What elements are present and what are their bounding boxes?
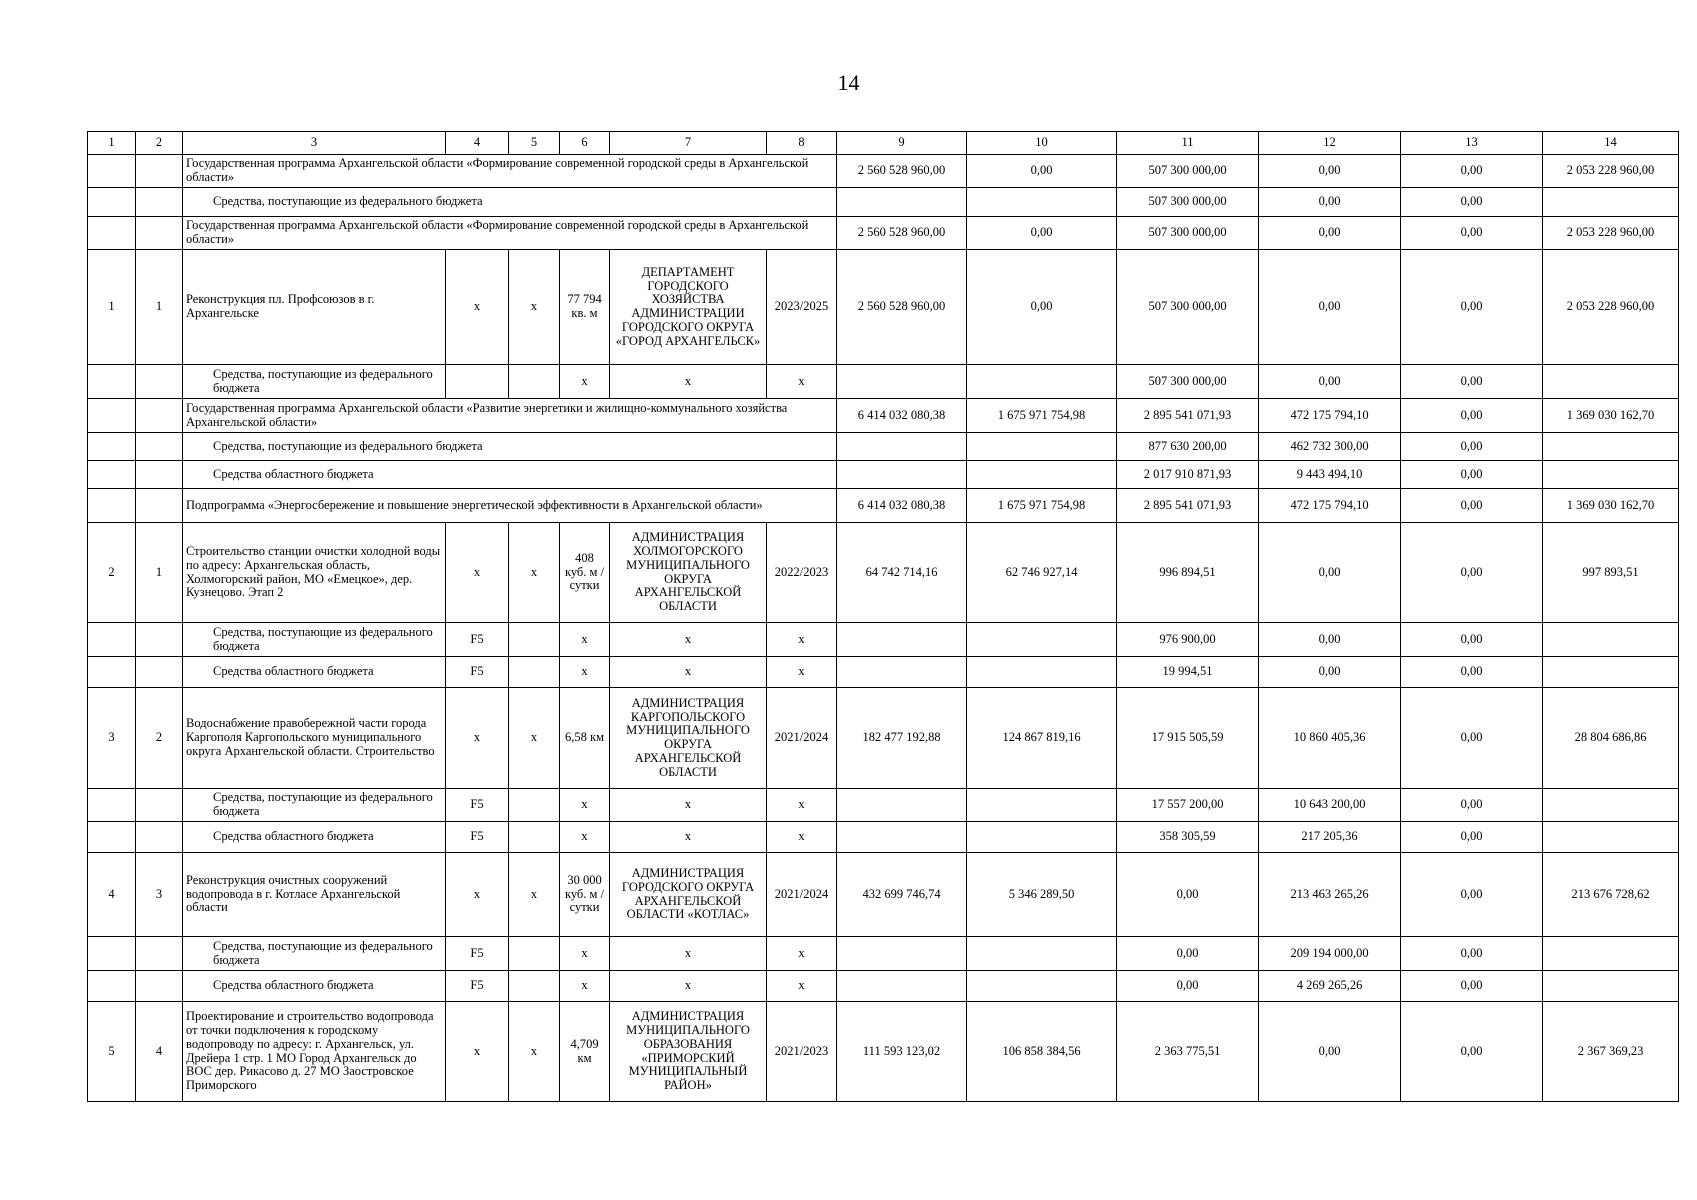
amount-11: 17 915 505,59 (1117, 688, 1259, 789)
empty-cell (88, 489, 136, 523)
amount-14 (1543, 789, 1679, 822)
empty-cell (88, 623, 136, 657)
empty-cell (136, 461, 183, 489)
amount-12: 213 463 265,26 (1259, 853, 1401, 937)
empty-cell (967, 657, 1117, 688)
empty-cell (509, 937, 560, 971)
amount-13: 0,00 (1401, 853, 1543, 937)
amount-11: 358 305,59 (1117, 822, 1259, 853)
amount-10: 0,00 (967, 155, 1117, 188)
col5-value: х (509, 1002, 560, 1102)
col6-value: х (560, 822, 610, 853)
amount-14 (1543, 971, 1679, 1002)
col5-value: х (509, 853, 560, 937)
empty-cell (509, 623, 560, 657)
amount-14 (1543, 623, 1679, 657)
funding-source-label: Средства, поступающие из федерального бюджета (183, 188, 837, 217)
col4-value: F5 (446, 937, 509, 971)
period-value: 2021/2024 (767, 688, 837, 789)
table-row (88, 399, 1679, 433)
header-cell: 6 (560, 132, 610, 155)
amount-11: 2 363 775,51 (1117, 1002, 1259, 1102)
header-cell: 8 (767, 132, 837, 155)
col8-value: х (767, 822, 837, 853)
empty-cell (136, 971, 183, 1002)
amount-9: 2 560 528 960,00 (837, 250, 967, 365)
row-number: 3 (88, 688, 136, 789)
amount-9: 6 414 032 080,38 (837, 489, 967, 523)
amount-12: 472 175 794,10 (1259, 399, 1401, 433)
amount-14: 2 053 228 960,00 (1543, 250, 1679, 365)
empty-cell (837, 789, 967, 822)
empty-cell (136, 188, 183, 217)
amount-12: 0,00 (1259, 188, 1401, 217)
amount-12: 217 205,36 (1259, 822, 1401, 853)
funding-source-label: Средства областного бюджета (183, 461, 837, 489)
row-number: 2 (88, 523, 136, 623)
amount-12: 10 643 200,00 (1259, 789, 1401, 822)
funding-source-label: Средства, поступающие из федерального бюджета (183, 937, 446, 971)
period-value: 2023/2025 (767, 250, 837, 365)
empty-cell (509, 971, 560, 1002)
table-row (88, 365, 1679, 399)
empty-cell (88, 188, 136, 217)
row-number: 5 (88, 1002, 136, 1102)
amount-11: 507 300 000,00 (1117, 217, 1259, 250)
empty-cell (837, 657, 967, 688)
object-title: Реконструкция пл. Профсоюзов в г. Архангельске (183, 250, 446, 365)
header-cell: 5 (509, 132, 560, 155)
amount-9: 6 414 032 080,38 (837, 399, 967, 433)
header-row (88, 132, 1679, 155)
empty-cell (509, 789, 560, 822)
amount-14: 2 053 228 960,00 (1543, 217, 1679, 250)
amount-11: 17 557 200,00 (1117, 789, 1259, 822)
amount-12: 0,00 (1259, 217, 1401, 250)
empty-cell (837, 365, 967, 399)
col7-value: х (610, 937, 767, 971)
empty-cell (136, 155, 183, 188)
col8-value: х (767, 971, 837, 1002)
funding-source-label: Средства, поступающие из федерального бюджета (183, 433, 837, 461)
empty-cell (967, 822, 1117, 853)
header-cell: 1 (88, 132, 136, 155)
amount-14: 2 367 369,23 (1543, 1002, 1679, 1102)
amount-12: 0,00 (1259, 657, 1401, 688)
table-row (88, 217, 1679, 250)
col7-value: х (610, 971, 767, 1002)
funding-source-label: Средства, поступающие из федерального бюджета (183, 623, 446, 657)
table-row (88, 822, 1679, 853)
empty-cell (88, 822, 136, 853)
object-number: 1 (136, 523, 183, 623)
funding-source-label: Средства, поступающие из федерального бюджета (183, 789, 446, 822)
amount-14 (1543, 657, 1679, 688)
amount-13: 0,00 (1401, 623, 1543, 657)
empty-cell (136, 657, 183, 688)
empty-cell (509, 657, 560, 688)
amount-10 (967, 188, 1117, 217)
amount-10 (967, 461, 1117, 489)
amount-10 (967, 433, 1117, 461)
amount-14: 997 893,51 (1543, 523, 1679, 623)
header-cell: 10 (967, 132, 1117, 155)
col6-value: х (560, 789, 610, 822)
empty-cell (88, 937, 136, 971)
amount-13: 0,00 (1401, 461, 1543, 489)
col4-value: х (446, 853, 509, 937)
col7-value: х (610, 623, 767, 657)
empty-cell (967, 623, 1117, 657)
amount-13: 0,00 (1401, 217, 1543, 250)
funding-source-label: Средства областного бюджета (183, 822, 446, 853)
empty-cell (967, 971, 1117, 1002)
amount-11: 507 300 000,00 (1117, 250, 1259, 365)
program-title: Государственная программа Архангельской области «Развитие энергетики и жилищно-коммунального хозяйства Архангельской области» (183, 399, 837, 433)
amount-12: 0,00 (1259, 523, 1401, 623)
col4-value: F5 (446, 822, 509, 853)
empty-cell (136, 217, 183, 250)
amount-12: 462 732 300,00 (1259, 433, 1401, 461)
empty-cell (509, 822, 560, 853)
amount-11: 507 300 000,00 (1117, 155, 1259, 188)
empty-cell (136, 489, 183, 523)
amount-10: 124 867 819,16 (967, 688, 1117, 789)
empty-cell (837, 937, 967, 971)
amount-14: 2 053 228 960,00 (1543, 155, 1679, 188)
amount-11: 0,00 (1117, 853, 1259, 937)
empty-cell (88, 789, 136, 822)
amount-11: 507 300 000,00 (1117, 188, 1259, 217)
page-number: 14 (837, 70, 860, 95)
table-row (88, 461, 1679, 489)
amount-9: 2 560 528 960,00 (837, 155, 967, 188)
col6-value: х (560, 623, 610, 657)
table-row (88, 489, 1679, 523)
amount-9: 182 477 192,88 (837, 688, 967, 789)
col8-value: х (767, 623, 837, 657)
table-row (88, 657, 1679, 688)
amount-13: 0,00 (1401, 937, 1543, 971)
object-title: Реконструкция очистных сооружений водопровода в г. Котласе Архангельской области (183, 853, 446, 937)
table-row (88, 971, 1679, 1002)
object-number: 4 (136, 1002, 183, 1102)
empty-cell (88, 971, 136, 1002)
amount-14 (1543, 433, 1679, 461)
amount-9 (837, 433, 967, 461)
empty-cell (136, 433, 183, 461)
col6-value: х (560, 657, 610, 688)
col6-value: х (560, 365, 610, 399)
empty-cell (136, 937, 183, 971)
amount-9 (837, 188, 967, 217)
amount-12: 10 860 405,36 (1259, 688, 1401, 789)
empty-cell (136, 399, 183, 433)
amount-12: 0,00 (1259, 155, 1401, 188)
header-cell: 11 (1117, 132, 1259, 155)
amount-9: 111 593 123,02 (837, 1002, 967, 1102)
amount-14: 213 676 728,62 (1543, 853, 1679, 937)
col7-value: х (610, 365, 767, 399)
col4-value: х (446, 250, 509, 365)
empty-cell (88, 399, 136, 433)
customer-name: ДЕПАРТАМЕНТ ГОРОДСКОГО ХОЗЯЙСТВА АДМИНИСТРАЦИИ ГОРОДСКОГО ОКРУГА «ГОРОД АРХАНГЕЛЬСК» (610, 250, 767, 365)
period-value: 2022/2023 (767, 523, 837, 623)
amount-13: 0,00 (1401, 188, 1543, 217)
amount-14 (1543, 461, 1679, 489)
table-row (88, 188, 1679, 217)
amount-9: 64 742 714,16 (837, 523, 967, 623)
row-number: 1 (88, 250, 136, 365)
customer-name: АДМИНИСТРАЦИЯ ХОЛМОГОРСКОГО МУНИЦИПАЛЬНОГО ОКРУГА АРХАНГЕЛЬСКОЙ ОБЛАСТИ (610, 523, 767, 623)
col4-value (446, 365, 509, 399)
table-row (88, 688, 1679, 789)
table-row (88, 250, 1679, 365)
header-cell: 9 (837, 132, 967, 155)
object-number: 1 (136, 250, 183, 365)
budget-table (87, 131, 1679, 1102)
header-cell: 4 (446, 132, 509, 155)
amount-11: 996 894,51 (1117, 523, 1259, 623)
row-number: 4 (88, 853, 136, 937)
empty-cell (136, 623, 183, 657)
amount-11: 507 300 000,00 (1117, 365, 1259, 399)
col8-value: х (767, 789, 837, 822)
period-value: 2021/2024 (767, 853, 837, 937)
amount-9: 2 560 528 960,00 (837, 217, 967, 250)
amount-12: 472 175 794,10 (1259, 489, 1401, 523)
table-row (88, 155, 1679, 188)
program-title: Государственная программа Архангельской области «Формирование современной городской среды в Архангельской области» (183, 155, 837, 188)
header-cell: 14 (1543, 132, 1679, 155)
header-cell: 12 (1259, 132, 1401, 155)
amount-9: 432 699 746,74 (837, 853, 967, 937)
col4-value: х (446, 1002, 509, 1102)
table-row (88, 1002, 1679, 1102)
amount-13: 0,00 (1401, 688, 1543, 789)
empty-cell (88, 155, 136, 188)
capacity-value: 4,709 км (560, 1002, 610, 1102)
empty-cell (136, 365, 183, 399)
amount-13: 0,00 (1401, 789, 1543, 822)
table-row (88, 523, 1679, 623)
capacity-value: 6,58 км (560, 688, 610, 789)
customer-name: АДМИНИСТРАЦИЯ КАРГОПОЛЬСКОГО МУНИЦИПАЛЬНОГО ОКРУГА АРХАНГЕЛЬСКОЙ ОБЛАСТИ (610, 688, 767, 789)
amount-14: 28 804 686,86 (1543, 688, 1679, 789)
col4-value: F5 (446, 623, 509, 657)
empty-cell (837, 971, 967, 1002)
amount-11: 2 895 541 071,93 (1117, 489, 1259, 523)
amount-13: 0,00 (1401, 971, 1543, 1002)
table-row (88, 853, 1679, 937)
col5-value: х (509, 250, 560, 365)
empty-cell (136, 822, 183, 853)
empty-cell (837, 623, 967, 657)
empty-cell (88, 461, 136, 489)
amount-12: 0,00 (1259, 1002, 1401, 1102)
customer-name: АДМИНИСТРАЦИЯ МУНИЦИПАЛЬНОГО ОБРАЗОВАНИЯ «ПРИМОРСКИЙ МУНИЦИПАЛЬНЫЙ РАЙОН» (610, 1002, 767, 1102)
empty-cell (509, 365, 560, 399)
col4-value: F5 (446, 657, 509, 688)
col7-value: х (610, 789, 767, 822)
col8-value: х (767, 937, 837, 971)
col8-value: х (767, 365, 837, 399)
amount-14: 1 369 030 162,70 (1543, 489, 1679, 523)
table-row (88, 623, 1679, 657)
col5-value: х (509, 523, 560, 623)
funding-source-label: Средства областного бюджета (183, 657, 446, 688)
object-number: 3 (136, 853, 183, 937)
object-number: 2 (136, 688, 183, 789)
col8-value: х (767, 657, 837, 688)
amount-10: 62 746 927,14 (967, 523, 1117, 623)
amount-11: 2 895 541 071,93 (1117, 399, 1259, 433)
amount-12: 0,00 (1259, 250, 1401, 365)
amount-13: 0,00 (1401, 155, 1543, 188)
period-value: 2021/2023 (767, 1002, 837, 1102)
amount-13: 0,00 (1401, 523, 1543, 623)
empty-cell (136, 789, 183, 822)
empty-cell (967, 365, 1117, 399)
amount-12: 209 194 000,00 (1259, 937, 1401, 971)
header-cell: 13 (1401, 132, 1543, 155)
empty-cell (88, 433, 136, 461)
amount-13: 0,00 (1401, 365, 1543, 399)
empty-cell (88, 217, 136, 250)
col4-value: F5 (446, 971, 509, 1002)
amount-11: 976 900,00 (1117, 623, 1259, 657)
amount-13: 0,00 (1401, 822, 1543, 853)
amount-10: 106 858 384,56 (967, 1002, 1117, 1102)
col4-value: F5 (446, 789, 509, 822)
amount-14 (1543, 822, 1679, 853)
amount-10: 1 675 971 754,98 (967, 399, 1117, 433)
customer-name: АДМИНИСТРАЦИЯ ГОРОДСКОГО ОКРУГА АРХАНГЕЛЬСКОЙ ОБЛАСТИ «КОТЛАС» (610, 853, 767, 937)
amount-11: 2 017 910 871,93 (1117, 461, 1259, 489)
header-cell: 2 (136, 132, 183, 155)
amount-14: 1 369 030 162,70 (1543, 399, 1679, 433)
amount-13: 0,00 (1401, 657, 1543, 688)
amount-14 (1543, 937, 1679, 971)
col5-value: х (509, 688, 560, 789)
empty-cell (88, 365, 136, 399)
empty-cell (88, 657, 136, 688)
capacity-value: 408 куб. м / сутки (560, 523, 610, 623)
amount-11: 0,00 (1117, 937, 1259, 971)
col6-value: х (560, 937, 610, 971)
amount-14 (1543, 188, 1679, 217)
amount-10: 5 346 289,50 (967, 853, 1117, 937)
object-title: Водоснабжение правобережной части города Каргополя Каргопольского муниципального округа Архангельской области. Строительство (183, 688, 446, 789)
header-cell: 7 (610, 132, 767, 155)
amount-13: 0,00 (1401, 433, 1543, 461)
amount-11: 0,00 (1117, 971, 1259, 1002)
amount-13: 0,00 (1401, 250, 1543, 365)
amount-13: 0,00 (1401, 489, 1543, 523)
col7-value: х (610, 822, 767, 853)
empty-cell (967, 789, 1117, 822)
table-row (88, 789, 1679, 822)
empty-cell (967, 937, 1117, 971)
amount-12: 4 269 265,26 (1259, 971, 1401, 1002)
header-cell: 3 (183, 132, 446, 155)
funding-source-label: Средства, поступающие из федерального бюджета (183, 365, 446, 399)
col4-value: х (446, 688, 509, 789)
amount-10: 0,00 (967, 217, 1117, 250)
object-title: Строительство станции очистки холодной воды по адресу: Архангельская область, Холмогорский район, МО «Емецкое», дер. Кузнецово. Этап 2 (183, 523, 446, 623)
amount-12: 0,00 (1259, 623, 1401, 657)
amount-10: 1 675 971 754,98 (967, 489, 1117, 523)
program-title: Подпрограмма «Энергосбережение и повышение энергетической эффективности в Архангельской области» (183, 489, 837, 523)
capacity-value: 30 000 куб. м / сутки (560, 853, 610, 937)
amount-9 (837, 461, 967, 489)
object-title: Проектирование и строительство водопровода от точки подключения к городскому водопроводу по адресу: г. Архангельск, ул. Дрейера 1 стр. 1 МО Город Архангельск до ВОС дер. Рикасово д. 27 МО Заостровское Приморского (183, 1002, 446, 1102)
amount-11: 19 994,51 (1117, 657, 1259, 688)
col6-value: х (560, 971, 610, 1002)
program-title: Государственная программа Архангельской области «Формирование современной городской среды в Архангельской области» (183, 217, 837, 250)
col7-value: х (610, 657, 767, 688)
table-row (88, 433, 1679, 461)
amount-13: 0,00 (1401, 1002, 1543, 1102)
amount-12: 9 443 494,10 (1259, 461, 1401, 489)
amount-13: 0,00 (1401, 399, 1543, 433)
funding-source-label: Средства областного бюджета (183, 971, 446, 1002)
amount-11: 877 630 200,00 (1117, 433, 1259, 461)
amount-14 (1543, 365, 1679, 399)
capacity-value: 77 794 кв. м (560, 250, 610, 365)
col4-value: х (446, 523, 509, 623)
amount-12: 0,00 (1259, 365, 1401, 399)
empty-cell (837, 822, 967, 853)
table-row (88, 937, 1679, 971)
amount-10: 0,00 (967, 250, 1117, 365)
